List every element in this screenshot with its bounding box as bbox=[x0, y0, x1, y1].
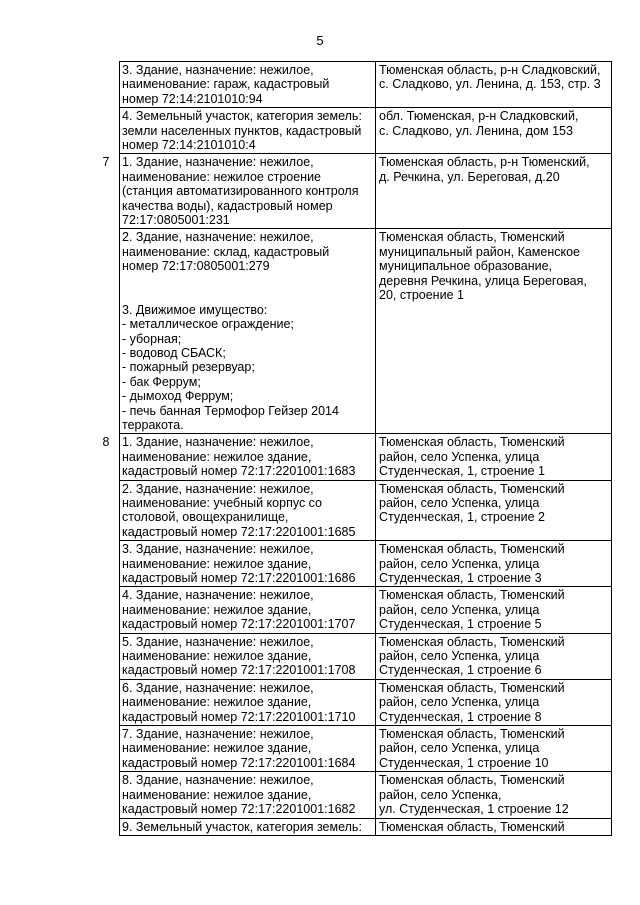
address-line: Тюменская область, Тюменский bbox=[379, 481, 565, 496]
address-line: район, село Успенка, улица bbox=[379, 495, 540, 510]
table-row bbox=[91, 229, 612, 434]
address-line: Студенческая, 1 строение 6 bbox=[379, 663, 542, 678]
address-line: Тюменская область, Тюменский bbox=[379, 680, 565, 695]
object-description bbox=[120, 229, 376, 434]
object-line: наименование: учебный корпус со bbox=[122, 495, 323, 510]
address bbox=[376, 480, 612, 541]
address-line: д. Речкина, ул. Береговая, д.20 bbox=[379, 169, 560, 184]
object-description bbox=[120, 62, 376, 108]
object-description bbox=[120, 818, 376, 835]
table-row bbox=[91, 62, 612, 108]
address bbox=[376, 772, 612, 818]
object-line: наименование: склад, кадастровый bbox=[122, 244, 330, 259]
object-line: кадастровый номер 72:17:2201001:1710 bbox=[122, 709, 356, 724]
address-line: Студенческая, 1, строение 2 bbox=[379, 510, 545, 525]
movable-property-line: - печь банная Термофор Гейзер 2014 bbox=[122, 403, 339, 418]
address bbox=[376, 679, 612, 725]
address-line: Тюменская область, Тюменский bbox=[379, 773, 565, 788]
table-row bbox=[91, 108, 612, 154]
row-number bbox=[91, 818, 120, 835]
object-line: номер 72:14:2101010:4 bbox=[122, 138, 256, 153]
object-line: наименование: нежилое здание, bbox=[122, 649, 312, 664]
address-line: Студенческая, 1, строение 1 bbox=[379, 464, 545, 479]
address bbox=[376, 633, 612, 679]
table-row bbox=[91, 154, 612, 229]
object-description bbox=[120, 587, 376, 633]
address-line: район, село Успенка, улица bbox=[379, 741, 540, 756]
address-line: обл. Тюменская, р-н Сладковский, bbox=[379, 109, 579, 124]
address-line: с. Сладково, ул. Ленина, д. 153, стр. 3 bbox=[379, 77, 601, 92]
address-line: район, село Успенка, bbox=[379, 787, 502, 802]
property-table bbox=[91, 61, 612, 836]
object-line: 7. Здание, назначение: нежилое, bbox=[122, 727, 314, 742]
movable-property-line: - дымоход Феррум; bbox=[122, 389, 234, 404]
movable-property-line: - бак Феррум; bbox=[122, 374, 201, 389]
row-number: 8 bbox=[91, 434, 120, 480]
object-line: кадастровый номер 72:17:2201001:1684 bbox=[122, 755, 356, 770]
object-line: 2. Здание, назначение: нежилое, bbox=[122, 230, 314, 245]
movable-property-line: - водовод СБАСК; bbox=[122, 345, 226, 360]
address-line: район, село Успенка, улица bbox=[379, 695, 540, 710]
table-row bbox=[91, 818, 612, 835]
address-line: Тюменская область, Тюменский bbox=[379, 819, 565, 834]
table-row bbox=[91, 434, 612, 480]
address bbox=[376, 229, 612, 434]
table-row bbox=[91, 772, 612, 818]
address bbox=[376, 108, 612, 154]
row-number bbox=[91, 541, 120, 587]
object-line: столовой, овощехранилище, bbox=[122, 510, 289, 525]
address-line: Студенческая, 1 строение 5 bbox=[379, 617, 542, 632]
object-line: (станция автоматизированного контроля bbox=[122, 184, 359, 199]
object-line: кадастровый номер 72:17:2201001:1682 bbox=[122, 802, 356, 817]
object-line: 3. Здание, назначение: нежилое, bbox=[122, 63, 314, 77]
object-line: кадастровый номер 72:17:2201001:1707 bbox=[122, 617, 356, 632]
object-line: наименование: нежилое здание, bbox=[122, 449, 312, 464]
address-line: муниципальный район, Каменское bbox=[379, 244, 581, 259]
object-line: 1. Здание, назначение: нежилое, bbox=[122, 435, 314, 450]
spacer bbox=[122, 274, 373, 303]
object-line: качества воды), кадастровый номер bbox=[122, 198, 333, 213]
object-line: кадастровый номер 72:17:2201001:1686 bbox=[122, 571, 356, 585]
address-line: ул. Студенческая, 1 строение 12 bbox=[379, 802, 569, 817]
movable-property-line: - пожарный резервуар; bbox=[122, 360, 255, 375]
movable-property-line: 3. Движимое имущество: bbox=[122, 302, 268, 317]
row-number bbox=[91, 679, 120, 725]
object-description bbox=[120, 154, 376, 229]
row-number bbox=[91, 726, 120, 772]
object-line: наименование: нежилое строение bbox=[122, 169, 322, 184]
object-description bbox=[120, 108, 376, 154]
table-row bbox=[91, 726, 612, 772]
address bbox=[376, 62, 612, 108]
object-line: наименование: нежилое здание, bbox=[122, 695, 312, 710]
page-number: 5 bbox=[316, 33, 324, 48]
address bbox=[376, 154, 612, 229]
address-line: Тюменская область, р-н Тюменский, bbox=[379, 155, 590, 170]
object-line: кадастровый номер 72:17:2201001:1685 bbox=[122, 524, 356, 539]
object-line: 6. Здание, назначение: нежилое, bbox=[122, 680, 314, 695]
address-line: Тюменская область, Тюменский bbox=[379, 634, 565, 649]
object-line: наименование: гараж, кадастровый bbox=[122, 77, 330, 92]
object-line: наименование: нежилое здание, bbox=[122, 741, 312, 756]
address-line: Тюменская область, Тюменский bbox=[379, 542, 565, 557]
object-line: номер 72:14:2101010:94 bbox=[122, 91, 263, 106]
object-description bbox=[120, 726, 376, 772]
object-line: 9. Земельный участок, категория земель: bbox=[122, 819, 362, 834]
row-number bbox=[91, 633, 120, 679]
row-number bbox=[91, 62, 120, 108]
object-description bbox=[120, 541, 376, 587]
address bbox=[376, 818, 612, 835]
address-line: деревня Речкина, улица Береговая, bbox=[379, 273, 587, 288]
address-line: Студенческая, 1 строение 3 bbox=[379, 571, 542, 585]
address bbox=[376, 434, 612, 480]
object-line: 72:17:0805001:231 bbox=[122, 213, 230, 228]
row-number bbox=[91, 587, 120, 633]
address-line: Тюменская область, Тюменский bbox=[379, 230, 565, 245]
object-line: наименование: нежилое здание, bbox=[122, 556, 312, 571]
address-line: район, село Успенка, улица bbox=[379, 602, 540, 617]
row-number bbox=[91, 108, 120, 154]
object-description bbox=[120, 480, 376, 541]
address bbox=[376, 541, 612, 587]
object-line: наименование: нежилое здание, bbox=[122, 787, 312, 802]
table-row bbox=[91, 587, 612, 633]
address-line: Тюменская область, р-н Сладковский, bbox=[379, 63, 601, 77]
movable-property-line: - уборная; bbox=[122, 331, 182, 346]
row-number bbox=[91, 229, 120, 434]
address-line: Тюменская область, Тюменский bbox=[379, 435, 565, 450]
object-description bbox=[120, 772, 376, 818]
address-line: район, село Успенка, улица bbox=[379, 556, 540, 571]
address-line: Студенческая, 1 строение 10 bbox=[379, 755, 549, 770]
object-line: наименование: нежилое здание, bbox=[122, 602, 312, 617]
object-description bbox=[120, 679, 376, 725]
object-line: 5. Здание, назначение: нежилое, bbox=[122, 634, 314, 649]
address-line: с. Сладково, ул. Ленина, дом 153 bbox=[379, 123, 573, 138]
address bbox=[376, 587, 612, 633]
table-row bbox=[91, 679, 612, 725]
table-row bbox=[91, 633, 612, 679]
address-line: район, село Успенка, улица bbox=[379, 649, 540, 664]
property-table-body bbox=[91, 62, 612, 836]
address-line: 20, строение 1 bbox=[379, 288, 464, 303]
table-row bbox=[91, 541, 612, 587]
address-line: Студенческая, 1 строение 8 bbox=[379, 709, 542, 724]
object-line: земли населенных пунктов, кадастровый bbox=[122, 123, 362, 138]
row-number bbox=[91, 480, 120, 541]
object-line: 8. Здание, назначение: нежилое, bbox=[122, 773, 314, 788]
row-number: 7 bbox=[91, 154, 120, 229]
object-line: 3. Здание, назначение: нежилое, bbox=[122, 542, 314, 557]
address bbox=[376, 726, 612, 772]
object-line: 1. Здание, назначение: нежилое, bbox=[122, 155, 314, 170]
movable-property-line: терракота. bbox=[122, 417, 184, 432]
table-row bbox=[91, 480, 612, 541]
object-description bbox=[120, 633, 376, 679]
object-line: кадастровый номер 72:17:2201001:1683 bbox=[122, 464, 356, 479]
object-line: кадастровый номер 72:17:2201001:1708 bbox=[122, 663, 356, 678]
object-line: 2. Здание, назначение: нежилое, bbox=[122, 481, 314, 496]
row-number bbox=[91, 772, 120, 818]
address-line: район, село Успенка, улица bbox=[379, 449, 540, 464]
object-line: 4. Здание, назначение: нежилое, bbox=[122, 588, 314, 603]
object-line: 4. Земельный участок, категория земель: bbox=[122, 109, 362, 124]
object-line: номер 72:17:0805001:279 bbox=[122, 259, 270, 274]
address-line: Тюменская область, Тюменский bbox=[379, 588, 565, 603]
address-line: муниципальное образование, bbox=[379, 259, 552, 274]
movable-property-line: - металлическое ограждение; bbox=[122, 317, 294, 332]
address-line: Тюменская область, Тюменский bbox=[379, 727, 565, 742]
object-description bbox=[120, 434, 376, 480]
